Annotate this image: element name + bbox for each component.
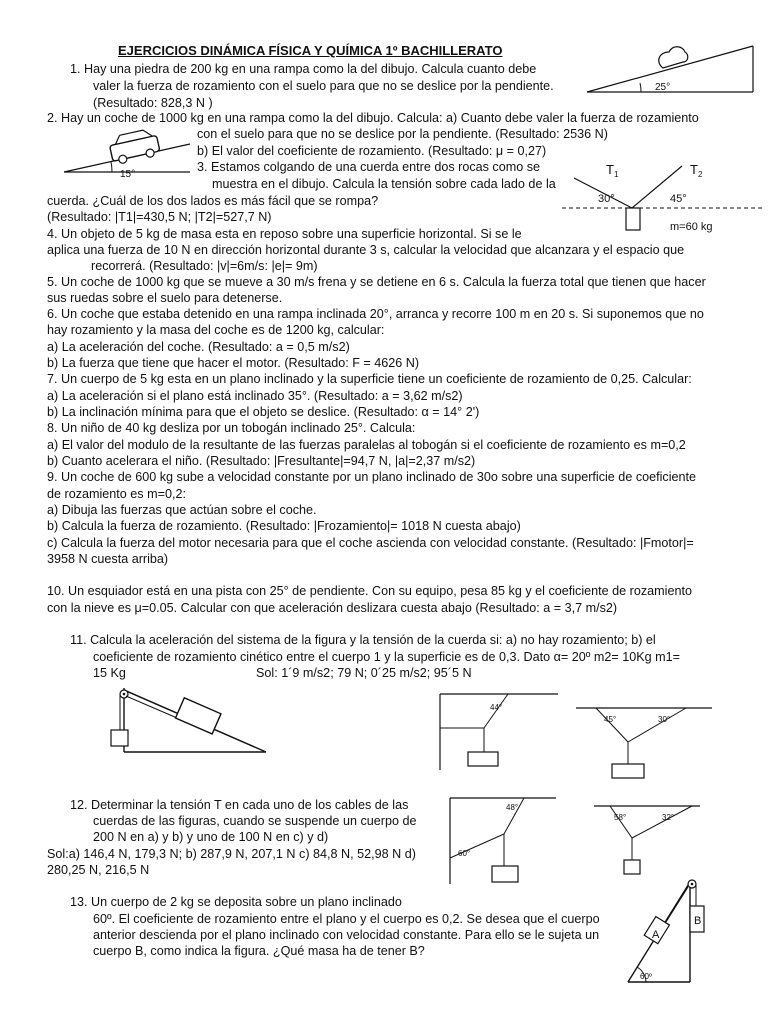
problem-7-line-1: 7. Un cuerpo de 5 kg esta en un plano inclinado y la superficie tiene un coeficiente de rozamiento de 0,25. Calcular: (47, 372, 692, 386)
problem-10-line-1: 10. Un esquiador está en una pista con 25° de pendiente. Con su equipo, pesa 85 kg y el coeficiente de rozamiento (47, 584, 692, 598)
problem-8-line-3: b) Cuanto acelerara el niño. (Resultado: |Fresultante|=94,7 N, |a|=2,37 m/s2) (47, 454, 476, 468)
problem-13-line-4: cuerpo B, como indica la figura. ¿Qué masa ha de tener B? (93, 944, 425, 958)
problem-4-line-3: recorrerá. (Resultado: |v|=6m/s: |e|= 9m) (91, 259, 318, 273)
problem-9-line-4: b) Calcula la fuerza de rozamiento. (Resultado: |Frozamiento|= 1018 N cuesta abajo) (47, 519, 521, 533)
problem-7-line-2: a) La aceleración si el plano está inclinado 35°. (Resultado: a = 3,62 m/s2) (47, 389, 463, 403)
figure-2-ramp-car (62, 126, 192, 178)
figure-b-cables (574, 706, 714, 780)
problem-13-line-3: anterior descienda por el plano inclinado con velocidad constante. Para ello se le sujeta un (93, 928, 600, 942)
problem-4-line-2: aplica una fuerza de 10 N en dirección horizontal durante 3 s, calcular la velocidad que alcanzara y el espacio que (47, 243, 685, 257)
problem-9-line-6: 3958 N cuesta arriba) (47, 552, 169, 566)
figure-b-angle-left: 45° (604, 715, 617, 724)
figure-a-angle-label: 44° (490, 703, 503, 712)
figure-3-mass-label: m=60 kg (670, 221, 713, 233)
problem-12-line-5: 280,25 N, 216,5 N (47, 863, 150, 877)
problem-12-line-1: 12. Determinar la tensión T en cada uno de los cables de las (70, 798, 409, 812)
figure-13-angle-label: 60º (640, 972, 652, 981)
figure-3-angle-45: 45° (670, 193, 687, 205)
problem-8-line-2: a) El valor del modulo de la resultante de las fuerzas paralelas al tobogán si el coeficiente de rozamiento es m=0,2 (47, 438, 686, 452)
problem-4-line-1: 4. Un objeto de 5 kg de masa esta en reposo sobre una superficie horizontal. Si se le (47, 227, 522, 241)
problem-11-line-1: 11. Calcula la aceleración del sistema de la figura y la tensión de la cuerda si: a) no hay rozamiento; b) el (70, 633, 656, 647)
problem-8-line-1: 8. Un niño de 40 kg desliza por un tobogán inclinado 25°. Calcula: (47, 421, 416, 435)
problem-3-line-1: 3. Estamos colgando de una cuerda entre dos rocas como se (197, 160, 541, 174)
problem-13-line-1: 13. Un cuerpo de 2 kg se deposita sobre un plano inclinado (70, 895, 402, 909)
problem-11-line-2: coeficiente de rozamiento cinético entre el cuerpo 1 y la superficie es de 0,3. Dato α= 20º m2= 10Kg m1= (93, 650, 680, 664)
problem-2-line-2: con el suelo para que no se deslice por la pendiente. (Resultado: 2536 N) (197, 127, 608, 141)
figure-a-cables (438, 692, 560, 772)
problem-6-line-4: b) La fuerza que tiene que hacer el motor. (Resultado: F = 4626 N) (47, 356, 420, 370)
problem-6-line-1: 6. Un coche que estaba detenido en una rampa inclinada 20°, arranca y recorre 100 m en 20 s. Si suponemos que no (47, 307, 704, 321)
problem-10-line-2: con la nieve es μ=0.05. Calcular con que aceleración deslizara cuesta abajo (Resultado: a = 3,7 m/s2) (47, 601, 618, 615)
problem-1-line-3: (Resultado: 828,3 N ) (93, 96, 213, 110)
problem-12-line-3: 200 N en a) y b) y uno de 100 N en c) y d) (93, 830, 329, 844)
figure-3-hanging-mass (562, 160, 762, 262)
problem-9-line-1: 9. Un coche de 600 kg sube a velocidad constante por un plano inclinado de 30o sobre una superficie de coeficiente (47, 470, 697, 484)
problem-11-solution: Sol: 1´9 m/s2; 79 N; 0´25 m/s2; 95´5 N (256, 666, 472, 680)
figure-1-angle-label: 25° (655, 82, 671, 93)
page-title: EJERCICIOS DINÁMICA FÍSICA Y QUÍMICA 1º BACHILLERATO (118, 43, 503, 58)
figure-c-angle-bottom: 60° (458, 849, 471, 858)
problem-1-line-1: 1. Hay una piedra de 200 kg en una rampa como la del dibujo. Calcula cuanto debe (70, 62, 537, 76)
problem-9-line-3: a) Dibuja las fuerzas que actúan sobre el coche. (47, 503, 317, 517)
problem-6-line-3: a) La aceleración del coche. (Resultado: a = 0,5 m/s2) (47, 340, 350, 354)
problem-11-line-3: 15 Kg (93, 666, 126, 680)
figure-13-label-a: A (652, 929, 660, 941)
figure-d-angle-left: 58° (614, 813, 627, 822)
problem-3-line-4: (Resultado: |T1|=430,5 N; |T2|=527,7 N) (47, 210, 272, 224)
figure-3-t2-label: $T_2$ (690, 162, 703, 179)
problem-9-line-2: de rozamiento es m=0,2: (47, 487, 186, 501)
problem-3-line-3: cuerda. ¿Cuál de los dos lados es más fácil que se rompa? (47, 194, 379, 208)
problem-12-line-2: cuerdas de las figuras, cuando se suspende un cuerpo de (93, 814, 417, 828)
problem-3-line-2: muestra en el dibujo. Calcula la tensión sobre cada lado de la (212, 177, 556, 191)
figure-b-angle-right: 30° (658, 715, 671, 724)
problem-7-line-3: b) La inclinación mínima para que el objeto se deslice. (Resultado: α = 14° 2') (47, 405, 480, 419)
problem-9-line-5: c) Calcula la fuerza del motor necesaria para que el coche ascienda con velocidad constante. (Resultado: |Fmotor|= (47, 536, 694, 550)
problem-2-line-3: b) El valor del coeficiente de rozamiento. (Resultado: μ = 0,27) (197, 144, 547, 158)
problem-13-line-2: 60º. El coeficiente de rozamiento entre el plano y el cuerpo es 0,2. Se desea que el cuerpo (93, 912, 600, 926)
figure-13-incline-hanging (620, 876, 720, 986)
figure-13-label-b: B (694, 915, 702, 927)
figure-3-angle-30: 30° (598, 193, 615, 205)
figure-1-ramp-stone (585, 40, 755, 100)
problem-6-line-2: hay rozamiento y la masa del coche es de 1200 kg, calcular: (47, 323, 385, 337)
problem-5-line-1: 5. Un coche de 1000 kg que se mueve a 30 m/s frena y se detiene en 6 s. Calcula la fuerza total que tienen que hacer (47, 275, 706, 289)
problem-2-line-1: 2. Hay un coche de 1000 kg en una rampa como la del dibujo. Calcula: a) Cuanto debe valer la fuerza de rozamiento (47, 111, 699, 125)
figure-d-cables (592, 804, 702, 880)
figure-c-angle-top: 48° (506, 803, 519, 812)
figure-11-incline-pulley (108, 686, 268, 758)
figure-c-cables (448, 796, 558, 888)
figure-3-t1-label: $T_1$ (606, 162, 619, 179)
figure-2-angle-label: 15° (120, 169, 136, 180)
problem-1-line-2: valer la fuerza de rozamiento con el suelo para que no se deslice por la pendiente. (93, 79, 554, 93)
problem-12-line-4: Sol:a) 146,4 N, 179,3 N; b) 287,9 N, 207,1 N c) 84,8 N, 52,98 N d) (47, 847, 416, 861)
problem-5-line-2: sus ruedas sobre el suelo para detenerse. (47, 291, 283, 305)
figure-d-angle-right: 32° (662, 813, 675, 822)
